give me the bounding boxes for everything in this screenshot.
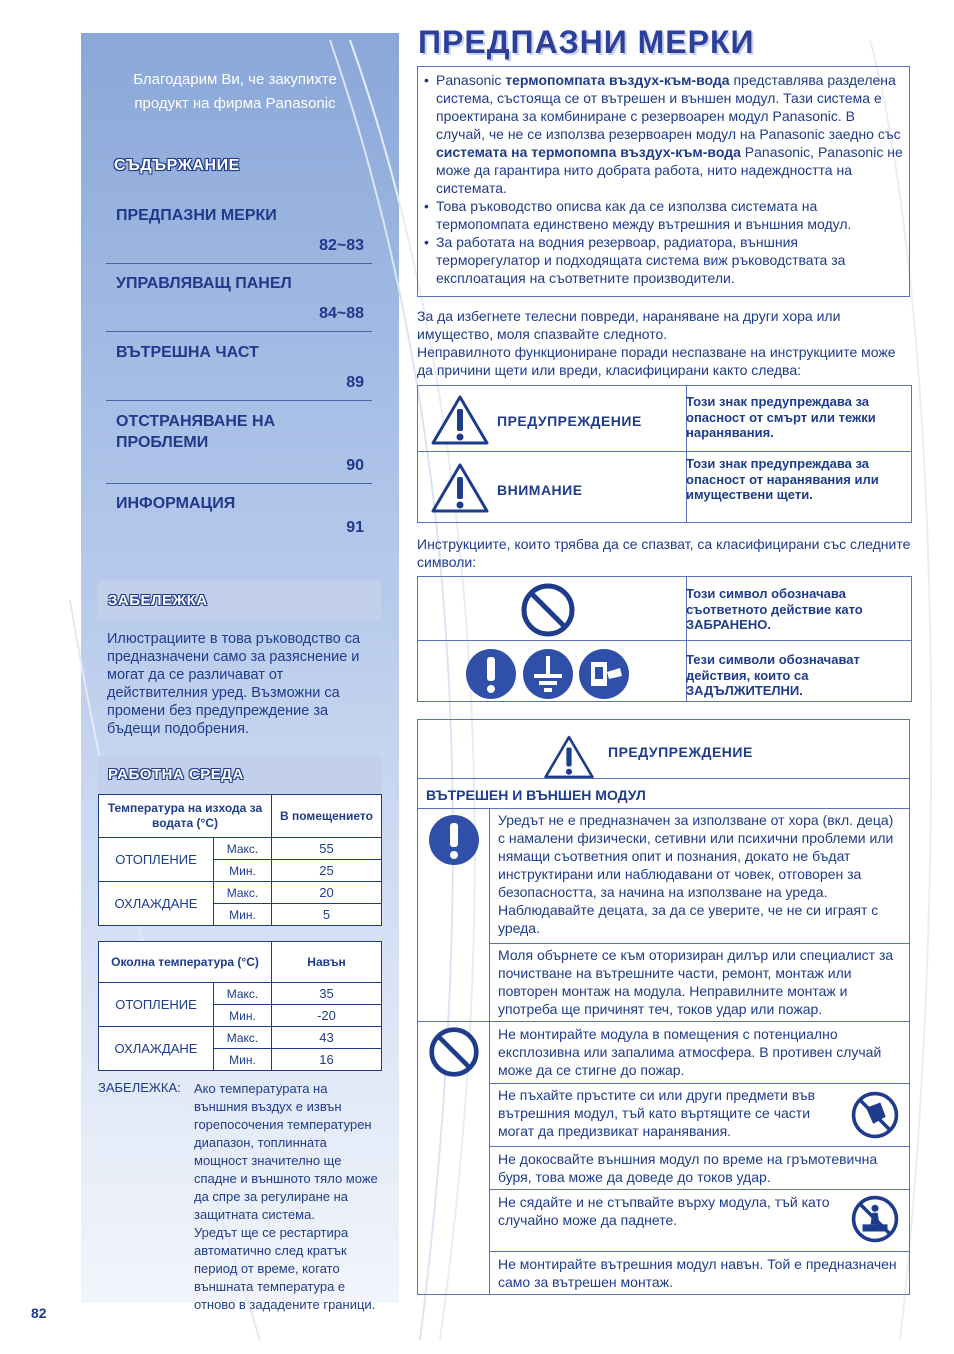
- footnote-label: ЗАБЕЛЕЖКА:: [98, 1080, 181, 1095]
- intro-text: Panasonic: [436, 72, 506, 88]
- outdoor-header-right: Навън: [272, 942, 382, 983]
- warning-level-row: [418, 386, 911, 451]
- toc-item-precautions[interactable]: [106, 205, 372, 264]
- intro-paragraph-2: Неправилното функциониране поради неспазване на инструкциите може да причини щети или вреди, класифицирани както следва:: [417, 344, 896, 378]
- indoor-cool-max: 20: [272, 882, 382, 904]
- intro-bullet-1: [436, 71, 903, 197]
- warning-box-section: ВЪТРЕШЕН И ВЪНШЕН МОДУЛ: [426, 787, 646, 803]
- indoor-cool-min: 5: [272, 904, 382, 926]
- note-title-bar: [98, 581, 381, 620]
- caution-level-row: [418, 451, 911, 523]
- indoor-heat-max: 55: [272, 838, 382, 860]
- intro-bold: термопомпата въздух-към-вода: [505, 72, 730, 88]
- intro-text: представлява разделена система, състояща се от вътрешен и външен модул. Тази система е проектирана за комбиниране с резервоарен модул Panasonic. В случай, че не се използва резервоарен модул на Panasonic заедно със: [436, 72, 901, 142]
- warning-level-desc: Този знак предупреждава за опасност от смърт или тежки наранявания.: [686, 394, 876, 440]
- warning-triangle-icon: [430, 394, 490, 446]
- warning-box-title: ПРЕДУПРЕЖДЕНИЕ: [608, 744, 753, 760]
- toc-pages: 84~88: [319, 305, 364, 322]
- intro-box: [417, 66, 910, 297]
- warning-item-1: Уредът не е предназначен за използване от хора (вкл. деца) с намалени физически, сетивни или психични проблеми или нямащи съответния опит и познания, докато не бъдат инструктирани или наблюдавани от човек, отговорен за безопасността, за начина на използване на уреда. Наблюдавайте децата, за да се уверите, че не си играят с уреда.: [498, 812, 894, 936]
- indoor-cooling-label: ОХЛАЖДАНЕ: [99, 882, 214, 926]
- env-title-bar: [98, 756, 381, 794]
- toc-pages: 91: [346, 519, 364, 536]
- outdoor-cool-min-label: Мин.: [214, 1049, 272, 1071]
- toc-pages: 82~83: [319, 237, 364, 254]
- toc-title: СЪДЪРЖАНИЕ: [114, 157, 240, 174]
- thanks-message: [100, 68, 370, 116]
- no-stepping-icon: [850, 1194, 900, 1244]
- warning-box: [417, 719, 910, 1295]
- outdoor-cool-min: 16: [272, 1049, 382, 1071]
- indoor-temp-table: [98, 794, 382, 926]
- intro-bold: системата на термопомпа въздух-към-вода: [436, 144, 741, 160]
- indoor-cool-min-label: Мин.: [214, 904, 272, 926]
- footnote-text-1: Ако температурата на външния въздух е извън горепосочения температурен диапазон, топлинната мощност значително ще спадне и външното тяло може да спре за регулиране на защитната система.: [194, 1081, 378, 1222]
- ground-icon: [522, 648, 574, 700]
- toc-label: ВЪТРЕШНА ЧАСТ: [116, 344, 259, 361]
- note-title: ЗАБЕЛЕЖКА: [108, 592, 208, 609]
- intro-bullet-3: • За работата на водния резервоар, радиатора, външния терморегулатор и подходящата система виж ръководствата за експлоатация на съответните производители.: [436, 233, 903, 287]
- intro-bullet-2: • Това ръководство описва как да се използва системата на термопомпата единствено между вътрешния и външния модул.: [436, 197, 903, 233]
- note-text: Илюстрациите в това ръководство са предназначени само за разяснение и могат да се различават от действителния уред. Възможни са промени без предупреждение за бъдещи подобрения.: [107, 631, 361, 737]
- warning-item-5: Не докосвайте външния модул по време на гръмотевична буря, това може да доведе до токов удар.: [498, 1151, 878, 1185]
- indoor-heat-min-label: Мин.: [214, 860, 272, 882]
- indoor-header-left: Температура на изхода за водата (°C): [99, 795, 272, 838]
- prohibited-symbol-row: [418, 577, 911, 640]
- footnote-text-2: Уредът ще се рестартира автоматично след кратък период от време, когато външната температура е отново в зададените граници.: [194, 1225, 376, 1312]
- warning-level-name: ПРЕДУПРЕЖДЕНИЕ: [497, 413, 642, 429]
- prohibited-desc: Този символ обозначава съответното действие като ЗАБРАНЕНО.: [686, 586, 863, 632]
- warning-item-2: Моля обърнете се към оторизиран дилър или специалист за почистване на вътрешните части, ремонт, монтаж или повторен монтаж на модула. Неправилните монтаж и употреба ще причинят теч, токов удар или пожар.: [498, 947, 894, 1017]
- outdoor-heat-min-label: Мин.: [214, 1005, 272, 1027]
- warning-box-triangle-icon: [543, 734, 595, 780]
- toc-item-troubleshooting[interactable]: [106, 411, 372, 484]
- toc-label: ОТСТРАНЯВАНЕ НА ПРОБЛЕМИ: [116, 413, 276, 451]
- outdoor-temp-table: [98, 941, 382, 1071]
- outdoor-heat-min: -20: [272, 1005, 382, 1027]
- outdoor-cooling-label: ОХЛАЖДАНЕ: [99, 1027, 214, 1071]
- env-title: РАБОТНА СРЕДА: [108, 766, 244, 783]
- caution-level-desc: Този знак предупреждава за опасност от наранявания или имуществени щети.: [686, 456, 879, 502]
- outdoor-heat-max-label: Макс.: [214, 983, 272, 1005]
- caution-level-name: ВНИМАНИЕ: [497, 482, 583, 498]
- warning-item-4: Не пъхайте пръстите си или други предмети във вътрешния модул, тъй като въртящите се части могат да предизвикат наранявания.: [498, 1087, 816, 1139]
- prohibited-icon: [428, 1026, 480, 1078]
- toc-pages: 90: [346, 457, 364, 474]
- hazard-levels-table: [417, 385, 912, 523]
- toc-label: УПРАВЛЯВАЩ ПАНЕЛ: [116, 275, 292, 292]
- toc-item-control-panel[interactable]: [106, 273, 372, 332]
- intro-text: Panasonic, Panasonic не може да гарантира нито добрата работа, нито надеждността на системата.: [436, 144, 903, 196]
- indoor-heat-max-label: Макс.: [214, 838, 272, 860]
- symbols-paragraph: Инструкциите, които трябва да се спазват, са класифицирани със следните символи:: [417, 536, 911, 570]
- mandatory-desc: Тези символи обозначават действия, които са ЗАДЪЛЖИТЕЛНИ.: [686, 652, 860, 698]
- prohibited-icon: [520, 582, 576, 638]
- toc-item-indoor-unit[interactable]: [106, 342, 372, 401]
- indoor-heat-min: 25: [272, 860, 382, 882]
- toc-pages: 89: [346, 374, 364, 391]
- indoor-heating-label: ОТОПЛЕНИЕ: [99, 838, 214, 882]
- page-title: ПРЕДПАЗНИ МЕРКИ: [418, 24, 755, 60]
- outdoor-cool-max: 43: [272, 1027, 382, 1049]
- indoor-header-right: В помещението: [272, 795, 382, 838]
- caution-triangle-icon: [430, 462, 490, 514]
- mandatory-exclamation-icon: [428, 814, 480, 866]
- warning-item-7: Не монтирайте вътрешния модул навън. Той е предназначен само за вътрешен монтаж.: [498, 1256, 897, 1290]
- indoor-cool-max-label: Макс.: [214, 882, 272, 904]
- thanks-line-1: Благодарим Ви, че закупихте: [133, 71, 337, 88]
- thanks-line-2: продукт на фирма Panasonic: [134, 95, 336, 112]
- outdoor-cool-max-label: Макс.: [214, 1027, 272, 1049]
- warning-item-6: Не сядайте и не стъпвайте върху модула, тъй като случайно може да паднете.: [498, 1194, 830, 1228]
- mandatory-exclamation-icon: [465, 648, 517, 700]
- intro-paragraph-1: За да избегнете телесни повреди, нараняване на други хора или имущество, моля спазвайте следното.: [417, 308, 841, 342]
- warning-item-3: Не монтирайте модула в помещения с потенциално експлозивна или запалима атмосфера. В противен случай може да се стигне до пожар.: [498, 1026, 882, 1078]
- outdoor-heat-max: 35: [272, 983, 382, 1005]
- footnote-text: [194, 1080, 384, 1314]
- toc-label: ПРЕДПАЗНИ МЕРКИ: [116, 207, 277, 224]
- toc-item-information[interactable]: [106, 493, 372, 545]
- mandatory-symbol-row: [418, 640, 911, 702]
- unplug-icon: [578, 648, 630, 700]
- page-number: 82: [31, 1305, 47, 1321]
- symbols-table: [417, 576, 912, 702]
- toc-label: ИНФОРМАЦИЯ: [116, 495, 236, 512]
- outdoor-heating-label: ОТОПЛЕНИЕ: [99, 983, 214, 1027]
- no-fingers-icon: [850, 1090, 900, 1140]
- outdoor-header-left: Околна температура (°C): [99, 942, 272, 983]
